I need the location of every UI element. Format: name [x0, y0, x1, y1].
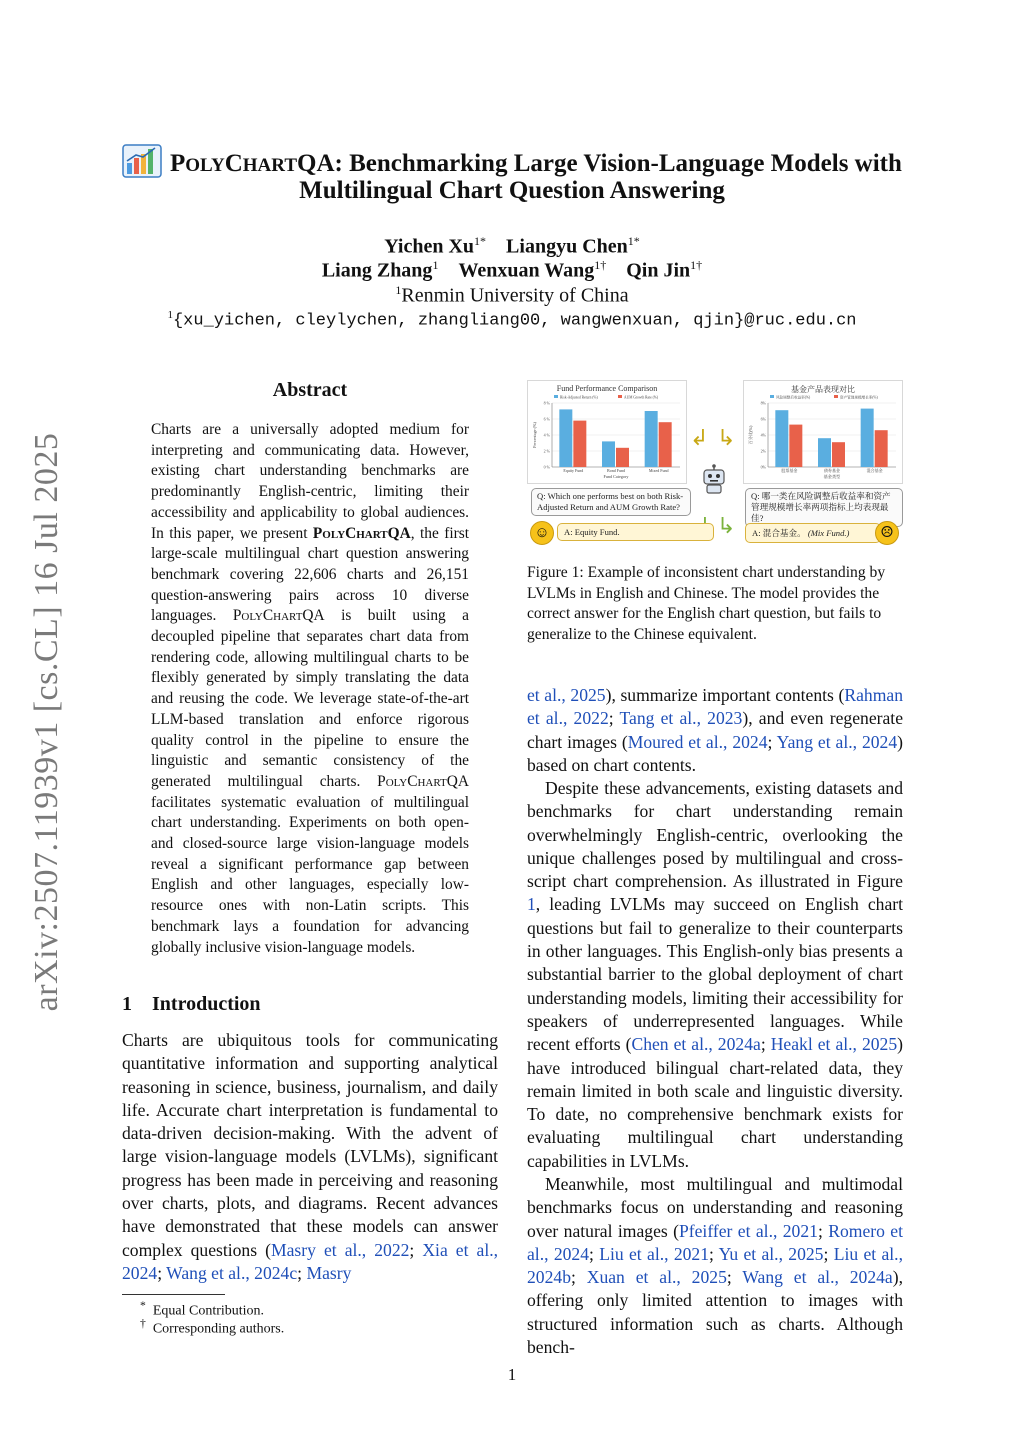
legend-swatch [834, 395, 838, 398]
figure-reference-link[interactable]: 1 [527, 894, 536, 915]
footnote-corresponding: † Corresponding authors. [140, 1317, 285, 1337]
bar [559, 409, 572, 467]
y-tick-label: 4 % [543, 432, 550, 438]
legend-label: 风险调整后收益率(%) [776, 395, 811, 400]
bar [616, 448, 629, 467]
legend-label: 资产管理规模增长率(%) [840, 395, 878, 400]
citation-link[interactable]: Wang et al., 2024c [166, 1262, 298, 1283]
x-tick-label: Mixed Fund [648, 468, 669, 473]
question-box-zh: Q: 哪一类在风险调整后收益率和资产管理规模增长率两项指标上均表现最佳? [745, 488, 903, 527]
footnote-equal-contribution: * Equal Contribution. [140, 1299, 265, 1319]
bar [775, 410, 788, 467]
citation-link[interactable]: Rahman et al., 2022 [527, 685, 903, 729]
bar [875, 430, 888, 467]
bar [832, 442, 845, 467]
right-column-paragraph-3: Meanwhile, most multilingual and multimodal benchmarks focus on understanding and reasoning over natural images (Pfeiffer et al., 2021; Romero et al., 2024; Liu et al., 2021; Yu et al., 2025; Liu et al., 2024b; Xuan et al., 2025; Wang et al., 2024a), offering only limited attention to images with structured information such as charts. Although bench- [527, 1174, 904, 1358]
y-tick-label: 2 % [543, 448, 550, 454]
bar [789, 425, 802, 467]
citation-link[interactable]: Masry [306, 1262, 352, 1283]
section-heading-introduction: 1 Introduction [122, 993, 261, 1015]
x-tick-label: 债券基金 [824, 468, 840, 473]
bar [573, 421, 586, 467]
y-tick-label: 4% [760, 432, 766, 438]
bar [659, 422, 672, 467]
figure-1 [527, 380, 903, 548]
title-polychartqa: POLYCHARTQA [170, 150, 335, 177]
citation-link[interactable]: Pfeiffer et al., 2021 [678, 1220, 818, 1241]
y-tick-label: 6% [760, 416, 766, 422]
paper-title-line2: Multilingual Chart Question Answering [299, 177, 725, 204]
citation-link[interactable]: Chen et al., 2024a [631, 1034, 761, 1055]
bar [818, 438, 831, 467]
citation-link[interactable]: Romero et al., 2024 [527, 1220, 904, 1264]
author-line-2: Liang Zhang$^1$ Wenxuan Wang$^{1\dagger}$ Qin Jin$^{1\dagger}$ [321, 258, 703, 282]
happy-face-icon: ☺ [530, 521, 554, 545]
x-axis-label: Fund Category [603, 474, 629, 479]
citation-link[interactable]: Masry et al., 2022 [270, 1239, 410, 1260]
intro-paragraph: Charts are ubiquitous tools for communicating quantitative information and supporting analytical reasoning in science, business, journalism, and daily life. Accurate chart interpretation is fundamental to data-driven decision-making. With the advent of large vision-language models (LVLMs), significant progress has been made in perceiving and reasoning over charts, plots, and diagrams. Recent advances have demonstrated that these models can answer complex questions (Masry et al., 2022; Xia et al., 2024; Wang et al., 2024c; Masry [122, 1030, 498, 1283]
answer-box-zh: A: 混合基金。 (Mix Fund.) [745, 523, 881, 543]
x-tick-label: 混合基金 [866, 468, 883, 473]
arrow-down-left-icon: ↲ [690, 426, 709, 451]
y-axis-label: Percentage (%) [532, 422, 537, 448]
citation-link[interactable]: Wang et al., 2024a [742, 1267, 893, 1288]
chart-chinese-plot [744, 381, 902, 483]
chart-english [527, 380, 687, 484]
paper-title-line1: POLYCHARTQA: Benchmarking Large Vision-Language Models with [170, 150, 902, 177]
citation-link[interactable]: Xia et al., 2024 [122, 1239, 498, 1283]
question-box-en: Q: Which one performs best on both Risk-Adjusted Return and AUM Growth Rate? [531, 488, 691, 516]
chart-title-en: Fund Performance Comparison [556, 384, 658, 393]
robot-icon [699, 464, 729, 494]
y-axis-label: 百分比(%) [748, 425, 753, 445]
legend-swatch [554, 395, 558, 398]
y-tick-label: 0 % [543, 464, 550, 470]
abstract-body: Charts are a universally adopted medium for interpreting and communicating data. However, existing chart understanding benchmarks are predominantly English-centric, limiting their accessibility and applicability to global audiences. In this paper, we present PolyChartQA, the first large-scale multilingual chart question answering benchmark covering 22,606 charts and 26,151 question-answering pairs across 10 diverse languages. PolyChartQA is built using a decoupled pipeline that separates chart data from rendering code, allowing multilingual charts to be flexibly generated by simply translating the data and reusing the code. We leverage state-of-the-art LLM-based translation and enforce rigorous quality control in the pipeline to ensure the linguistic and semantic consistency of the generated multilingual charts. PolyChartQA facilitates systematic evaluation of multilingual chart understanding. Experiments on both open- and closed-source large vision-language models reveal a significant performance gap between English and other languages, especially low-resource ones with non-Latin scripts. This benchmark lays a foundation for advancing globally inclusive vision-language models. [151, 421, 469, 956]
citation-link[interactable]: Moured et al., 2024 [627, 731, 768, 752]
answer-box-en: A: Equity Fund. [557, 523, 714, 541]
page-number: 1 [507, 1365, 517, 1384]
citation-link[interactable]: Liu et al., 2021 [599, 1243, 710, 1264]
arrow-down-right-icon: ↳ [717, 426, 736, 451]
bar [645, 411, 658, 467]
chart-title-zh: 基金产品表现对比 [791, 385, 855, 394]
bar [861, 409, 874, 467]
y-tick-label: 8 % [543, 400, 550, 406]
author-line-1: Yichen $Xu^{1*}$ Liangyu Chen$^{1*}$ [384, 234, 640, 258]
footnote-rule [122, 1294, 225, 1295]
right-column-paragraph-2: Despite these advancements, existing datasets and benchmarks for chart understanding remain overwhelmingly English-centric, overlooking the unique challenges posed by multilingual and cross-script chart comprehension. As illustrated in Figure 1, leading LVLMs may succeed on English chart questions but fail to generalize to their counterparts in other languages. This English-only bias presents a substantial barrier to the global deployment of chart understanding models, limiting their accessibility for speakers of underrepresented languages. While recent efforts (Chen et al., 2024a; Heakl et al., 2025) have introduced bilingual chart-related data, they remain limited in both scale and linguistic diversity. To date, no comprehensive benchmark exists for evaluating multilingual chart understanding capabilities in LVLMs. [527, 778, 903, 1171]
y-tick-label: 2% [760, 448, 766, 454]
x-axis-label: 基金类型 [823, 474, 841, 479]
abstract-heading: Abstract [272, 379, 348, 401]
title-logo-icon [122, 143, 162, 179]
citation-link[interactable]: Yang et al., 2024 [776, 731, 898, 752]
citation-link[interactable]: Tang et al., 2023 [619, 708, 743, 729]
sad-face-icon: ☹ [875, 521, 899, 545]
legend-swatch [770, 395, 774, 398]
right-column-paragraph-1: et al., 2025), summarize important contents (Rahman et al., 2022; Tang et al., 2023), and even regenerate chart images (Moured et al., 2024; Yang et al., 2024) based on chart contents. [527, 685, 903, 775]
legend-label: Risk-Adjusted Return (%) [560, 395, 598, 400]
arxiv-stamp: arXiv:2507.11939v1 [cs.CL] 16 Jul 2025 [28, 432, 65, 1012]
chart-english-plot [528, 381, 686, 483]
citation-link[interactable]: Liu et al., 2024b [527, 1243, 903, 1288]
chart-chinese [743, 380, 903, 484]
legend-label: AUM Growth Rate (%) [624, 395, 659, 400]
citation-link[interactable]: Xuan et al., 2025 [586, 1267, 727, 1288]
x-tick-label: 股票基金 [781, 468, 798, 473]
y-tick-label: 6 % [543, 416, 550, 422]
y-tick-label: 8% [760, 400, 766, 406]
affiliation: $^1$Renmin University of China [395, 283, 629, 307]
y-tick-label: 0% [760, 464, 766, 470]
citation-link[interactable]: Yu et al., 2025 [718, 1243, 824, 1264]
x-tick-label: Equity Fund [563, 468, 584, 473]
bar [602, 441, 615, 467]
x-tick-label: Bond Fund [607, 468, 625, 473]
legend-swatch [618, 395, 622, 398]
figure-caption: Figure 1: Example of inconsistent chart understanding by LVLMs in English and Chinese. The model provides the correct answer for the English chart question, but fails to generalize to the Chinese equivalent. [527, 564, 886, 643]
email-list: $^1${xu_yichen, cleylychen, zhangliang00, wangwenxuan, qjin}@ruc.edu.cn [167, 309, 857, 331]
arrow-right-icon: ↳ [717, 514, 736, 539]
citation-link[interactable]: et al., 2025 [527, 685, 606, 705]
citation-link[interactable]: Heakl et al., 2025 [770, 1034, 898, 1055]
